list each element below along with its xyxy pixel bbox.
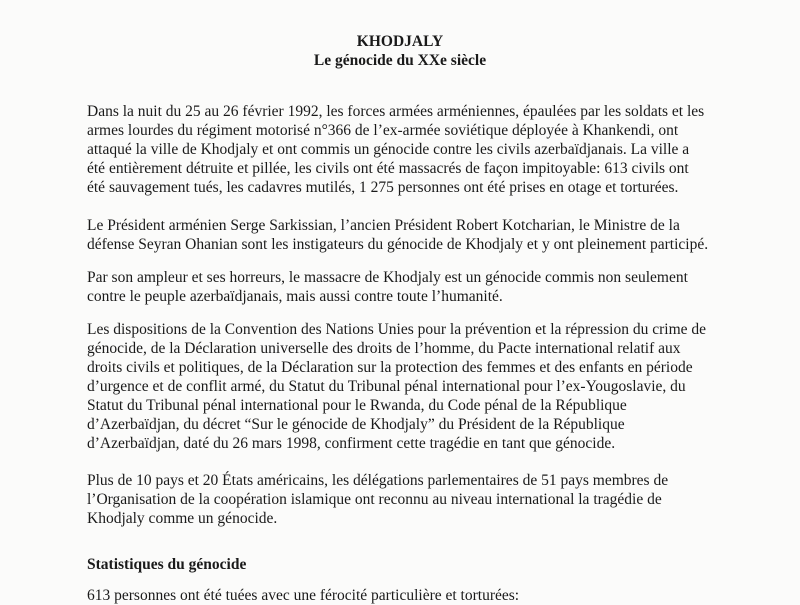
paragraph-instigators	[87, 216, 767, 254]
document-subtitle: Le génocide du XXe siècle	[313, 52, 487, 69]
paragraph-attack	[87, 102, 767, 197]
text-line: été entièrement détruite et pillée, les civils ont été massacrés de façon impitoyable: 613 civils ont	[87, 160, 689, 177]
text-line: armes lourdes du régiment motorisé n°366 de l’ex-armée soviétique déployée à Khankendi, ont	[87, 122, 679, 139]
text-line: Plus de 10 pays et 20 États américains, les délégations parlementaires de 51 pays membres de	[87, 472, 669, 489]
paragraph-humanity	[87, 268, 767, 306]
text-line: d’urgence et de conflit armé, du Statut du Tribunal pénal international pour l’ex-Yougoslavie, du	[87, 378, 686, 395]
text-line: d’Azerbaïdjan, daté du 26 mars 1998, confirment cette tragédie en tant que génocide.	[87, 435, 616, 452]
text-line: d’Azerbaïdjan, du décret “Sur le génocide de Khodjaly” du Président de la République	[87, 416, 625, 433]
text-line: Le Président arménien Serge Sarkissian, l’ancien Président Robert Kotcharian, le Ministre de la	[87, 217, 680, 234]
text-line: génocide, de la Déclaration universelle des droits de l’homme, du Pacte international relatif aux	[87, 340, 681, 357]
section-heading: Statistiques du génocide	[87, 556, 247, 573]
text-line: été sauvagement tués, les cadavres mutilés, 1 275 personnes ont été prises en otage et torturées.	[87, 179, 679, 196]
paragraph-recognition	[87, 471, 767, 528]
text-line: Statut du Tribunal pénal international pour le Rwanda, du Code pénal de la République	[87, 397, 627, 414]
paragraph-legal-provisions	[87, 320, 767, 453]
text-line: attaqué la ville de Khodjaly et ont commis un génocide contre les civils azerbaïdjanais. La ville a	[87, 141, 690, 158]
text-line: Khodjaly comme un génocide.	[87, 510, 278, 527]
text-line: droits civils et politiques, de la Déclaration sur la protection des femmes et des enfants en période	[87, 359, 693, 376]
text-line: l’Organisation de la coopération islamique ont reconnu au niveau international la tragédie de	[87, 491, 662, 508]
text-line: Les dispositions de la Convention des Nations Unies pour la prévention et la répression du crime de	[87, 321, 707, 338]
text-line: Par son ampleur et ses horreurs, le massacre de Khodjaly est un génocide commis non seulement	[87, 269, 688, 286]
document-title: KHODJALY	[356, 33, 444, 50]
text-line: Dans la nuit du 25 au 26 février 1992, les forces armées arméniennes, épaulées par les soldats et les	[87, 103, 705, 120]
text-line: contre le peuple azerbaïdjanais, mais aussi contre toute l’humanité.	[87, 288, 503, 305]
text-line: défense Seyran Ohanian sont les instigateurs du génocide de Khodjaly et y ont pleinement participé.	[87, 236, 709, 253]
cut-off-text-line: 613 personnes ont été tuées avec une férocité particulière et torturées:	[87, 587, 520, 604]
